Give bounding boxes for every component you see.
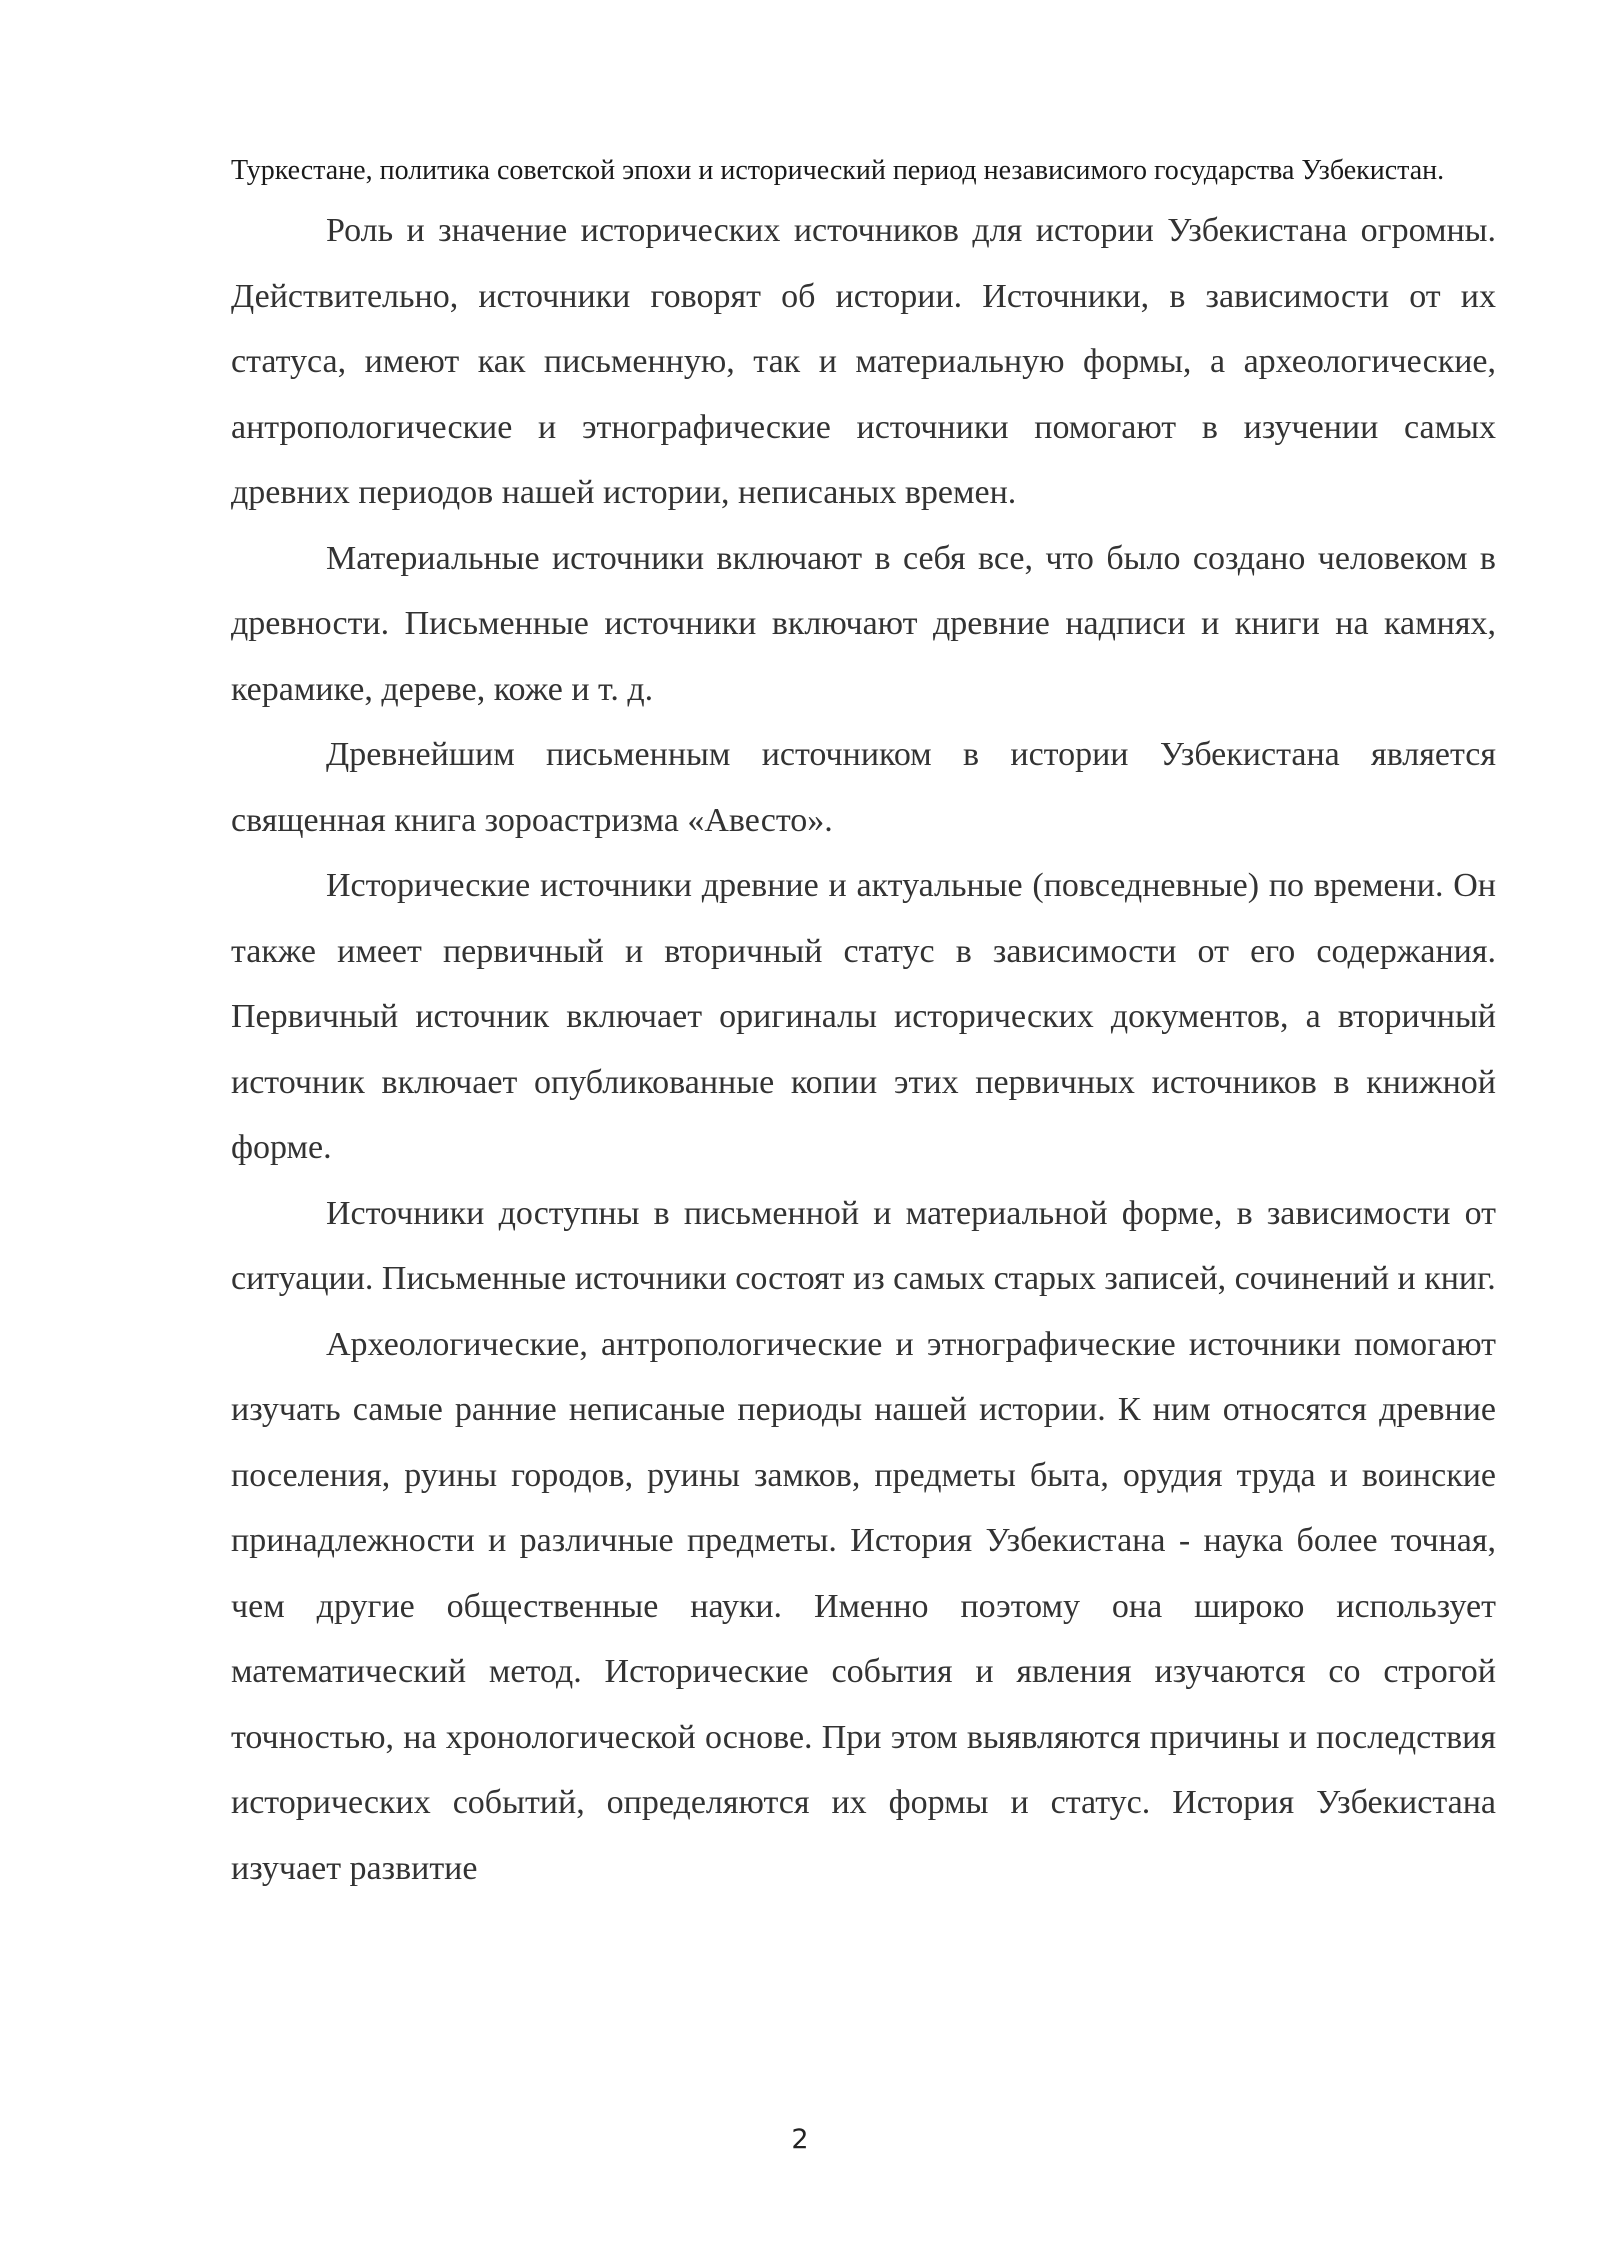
page-number: 2 [791, 2124, 809, 2155]
paragraph-primary-secondary: Исторические источники древние и актуальные (повседневные) по времени. Он также имеет первичный и вторичный статус в зависимости от его содержания. Первичный источник включает оригиналы исторических документов, а вторичный источник включает опубликованные копии этих первичных источников в книжной форме. [231, 867, 1496, 1166]
paragraph-role-of-sources: Роль и значение исторических источников для истории Узбекистана огромны. Действительно, источники говорят об истории. Источники, в зависимости от их статуса, имеют как письменную, так и материальную формы, а археологические, антропологические и этнографические источники помогают в изучении самых древних периодов нашей истории, неписаных времен. [231, 212, 1496, 511]
paragraph-material-sources: Материальные источники включают в себя все, что было создано человеком в древности. Письменные источники включают древние надписи и книги на камнях, керамике, дереве, коже и т. д. [231, 539, 1496, 708]
paragraph-available-forms: Источники доступны в письменной и материальной форме, в зависимости от ситуации. Письменные источники состоят из самых старых записей, сочинений и книг. [231, 1194, 1496, 1297]
page-body [231, 143, 1496, 1901]
continued-text: Туркестане, политика советской эпохи и исторический период независимого государства Узбекистан. [231, 155, 1445, 186]
paragraph-archaeological-sources: Археологические, антропологические и этнографические источники помогают изучать самые ранние неписаные периоды нашей истории. К ним относятся древние поселения, руины городов, руины замков, предметы быта, орудия труда и воинские принадлежности и различные предметы. История Узбекистана - наука более точная, чем другие общественные науки. Именно поэтому она широко использует математический метод. Исторические события и явления изучаются со строгой точностью, на хронологической основе. При этом выявляются причины и последствия исторических событий, определяются их формы и статус. История Узбекистана изучает развитие [231, 1325, 1496, 1887]
paragraph-avesto: Древнейшим письменным источником в истории Узбекистана является священная книга зороастризма «Авесто». [231, 736, 1496, 839]
